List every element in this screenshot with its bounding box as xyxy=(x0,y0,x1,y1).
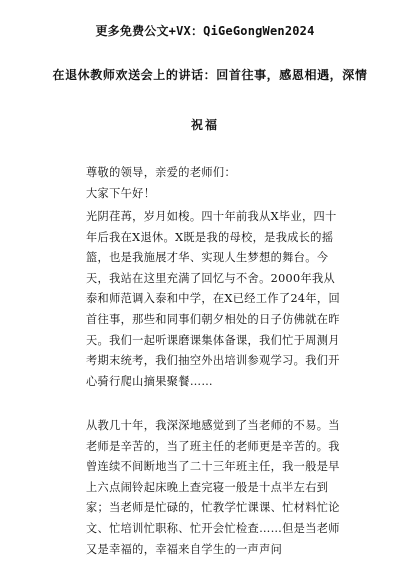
paragraph-2: 从教几十年，我深深地感觉到了当老师的不易。当老师是辛苦的，当了班主任的老师更是辛苦的。我曾连续不间断地当了二十三年班主任，我一般是早上六点闹铃起床晚上查完寝一般是十点半左右到家；当老师是忙碌的，忙教学忙课课、忙材料忙论文、忙培训忙职称、忙开会忙检查……但是当老师又是幸福的，幸福来自学生的一声声问 xyxy=(86,419,340,556)
greeting: 大家下午好！ xyxy=(86,187,156,200)
document-title-continuation: 祝福 xyxy=(190,118,219,132)
document-title: 在退休教师欢送会上的讲话：回首往事，感恩相遇，深情 xyxy=(52,68,368,82)
paragraph-1: 光阴荏苒，岁月如梭。四十年前我从X毕业，四十年后我在X退休。X既是我的母校，是我成长的摇篮，也是我施展才华、实现人生梦想的舞台。今天，我站在这里充满了回忆与不舍。2000年我从泰和师范调入泰和中学，在X已经工作了24年，回首往事，那些和同事们朝夕相处的日子仿佛就在昨天。我们一起听课磨课集体备课，我们忙于周测月考期末统考，我们抽空外出培训参观学习。我们开心骑行爬山摘果聚餐…… xyxy=(86,210,341,388)
salutation: 尊敬的领导，亲爱的老师们： xyxy=(86,166,236,179)
document-header: 更多免费公文+VX：QiGeGongWen2024 xyxy=(95,24,315,38)
